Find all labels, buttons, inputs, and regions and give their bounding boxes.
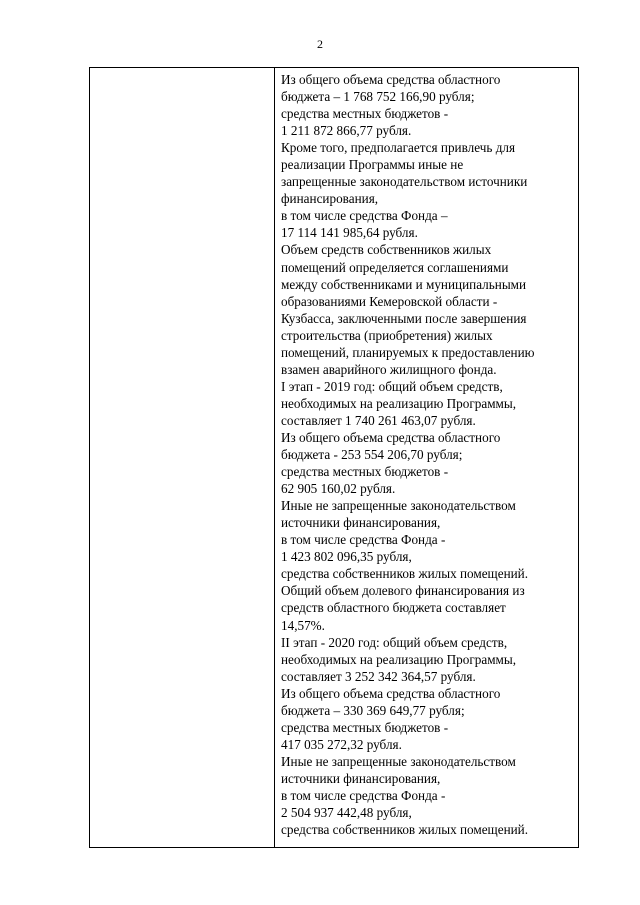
text-line: между собственниками и муниципальными — [281, 276, 527, 292]
text-line: средства местных бюджетов - — [281, 719, 449, 735]
text-line: средства местных бюджетов - — [281, 464, 449, 480]
text-line: 1 211 872 866,77 рубля. — [281, 123, 412, 139]
text-line: взамен аварийного жилищного фонда. — [281, 361, 497, 377]
text-line: реализации Программы иные не — [281, 157, 464, 173]
text-line: 14,57%. — [281, 617, 325, 633]
text-line: финансирования, — [281, 191, 379, 207]
text-line: строительства (приобретения) жилых — [281, 327, 493, 343]
text-line: I этап - 2019 год: общий объем средств, — [281, 378, 503, 394]
text-line: запрещенные законодательством источники — [281, 174, 528, 190]
text-line: помещений определяется соглашениями — [281, 259, 509, 275]
text-line: Из общего объема средства областного — [281, 72, 501, 87]
text-line: средства местных бюджетов - — [281, 106, 449, 122]
table-right-cell — [281, 71, 577, 838]
text-line: средства собственников жилых помещений. — [281, 822, 529, 838]
text-line: помещений, планируемых к предоставлению — [281, 344, 535, 360]
text-line: 417 035 272,32 рубля. — [281, 736, 402, 752]
text-line: бюджета – 330 369 649,77 рубля; — [281, 702, 465, 718]
text-line: необходимых на реализацию Программы, — [281, 651, 517, 667]
text-line: образованиями Кемеровской области - — [281, 293, 498, 309]
text-line: источники финансирования, — [281, 770, 441, 786]
text-line: составляет 3 252 342 364,57 рубля. — [281, 668, 476, 684]
text-line: Иные не запрещенные законодательством — [281, 498, 516, 514]
text-line: составляет 1 740 261 463,07 рубля. — [281, 412, 476, 428]
text-line: Общий объем долевого финансирования из — [281, 583, 525, 599]
text-line: источники финансирования, — [281, 515, 441, 531]
text-line: средства собственников жилых помещений. — [281, 566, 529, 582]
text-line: 1 423 802 096,35 рубля, — [281, 549, 412, 565]
text-line: необходимых на реализацию Программы, — [281, 395, 517, 411]
document-table — [89, 67, 579, 848]
text-line: в том числе средства Фонда - — [281, 787, 446, 803]
text-line: в том числе средства Фонда - — [281, 532, 446, 548]
text-line: II этап - 2020 год: общий объем средств, — [281, 634, 508, 650]
text-line: средств областного бюджета составляет — [281, 600, 506, 616]
text-line: 62 905 160,02 рубля. — [281, 481, 396, 497]
text-line: 17 114 141 985,64 рубля. — [281, 225, 418, 241]
text-line: в том числе средства Фонда – — [281, 208, 448, 224]
text-line: 2 504 937 442,48 рубля, — [281, 805, 412, 821]
page-number: 2 — [317, 37, 323, 51]
text-line: Иные не запрещенные законодательством — [281, 753, 516, 769]
text-line: Объем средств собственников жилых — [281, 242, 492, 258]
text-line: бюджета – 1 768 752 166,90 рубля; — [281, 89, 475, 105]
text-line: Кроме того, предполагается привлечь для — [281, 140, 516, 156]
text-line: Из общего объема средства областного — [281, 685, 501, 701]
table-left-cell — [90, 68, 275, 847]
text-line: Из общего объема средства областного — [281, 429, 501, 445]
text-line: Кузбасса, заключенными после завершения — [281, 310, 527, 326]
text-line: бюджета - 253 554 206,70 рубля; — [281, 447, 463, 463]
